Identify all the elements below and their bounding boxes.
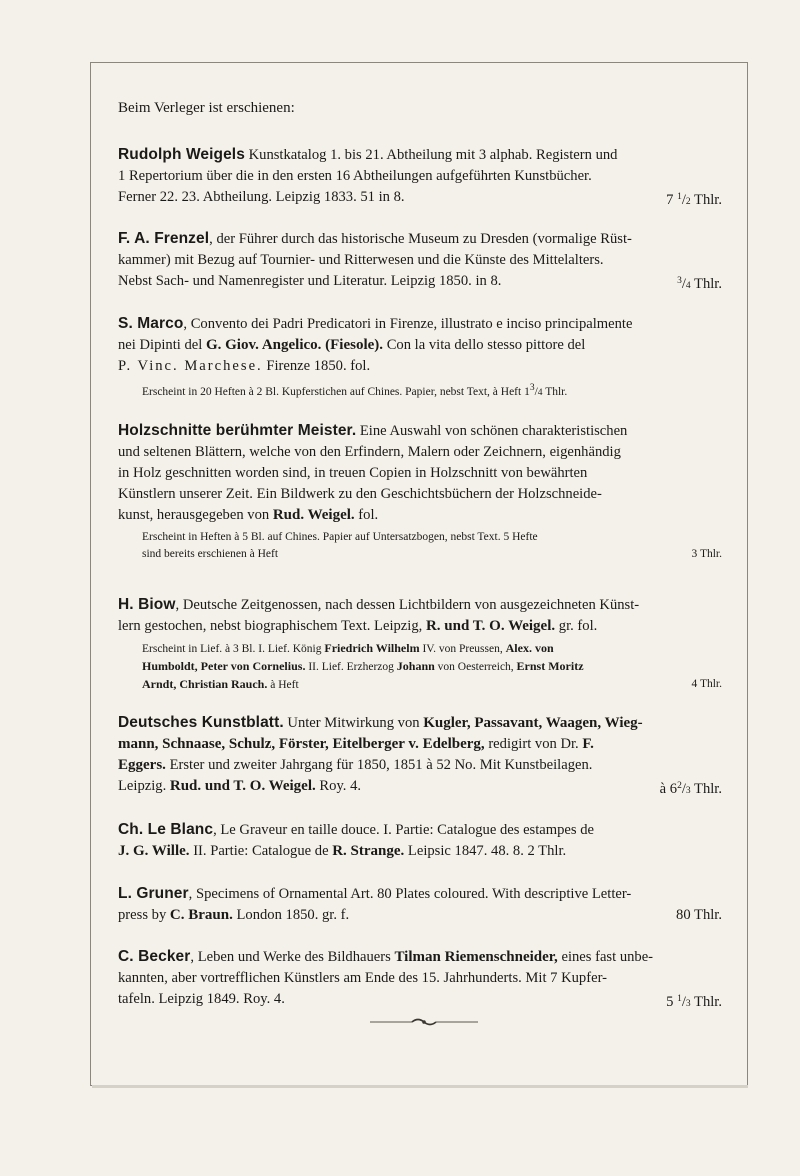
entry-text: Ferner 22. 23. Abtheilung. Leipzig 1833. 51 in 8.	[118, 189, 405, 205]
catalog-entry-le-blanc: Ch. Le Blanc, Le Graveur en taille douce. I. Partie: Catalogue des estampes de J. G. Wille. II. Partie: Catalogue de R. Strange. Leipsic 1847. 48. 8. 2 Thlr.	[118, 821, 594, 859]
entry-author: L. Gruner	[118, 885, 189, 902]
entry-price: 80 Thlr.	[676, 907, 722, 923]
entry-name-gothic: Tilman Riemenschneider,	[394, 949, 558, 965]
page-border-shadow	[92, 1085, 748, 1088]
entry-name-gothic: J. G. Wille.	[118, 843, 190, 859]
entry-author: Rudolph Weigels	[118, 146, 245, 163]
entry-price: 7 $^1$/2 Thlr.	[666, 192, 722, 208]
entry-price: 5 $^1$/3 Thlr.	[666, 994, 722, 1010]
entry-note: Erscheint in Heften à 5 Bl. auf Chines. Papier auf Untersatzbogen, nebst Text. 5 Hefte sind bereits erschienen à Heft 3 Thlr.	[142, 531, 722, 560]
entry-text: kammer) mit Bezug auf Tournier- und Ritterwesen und die Künste des Mittelalters.	[118, 252, 604, 268]
entry-text: und seltenen Blättern, welche von den Erfindern, Malern oder Zeichnern, eigenhändig	[118, 444, 621, 460]
entry-text: , Specimens of Ornamental Art. 80 Plates coloured. With descriptive Letter-	[188, 886, 632, 902]
entry-name-gothic: Kugler, Passavant, Waagen, Wieg-	[423, 715, 643, 731]
entry-text: tafeln. Leipzig 1849. Roy. 4.	[118, 991, 285, 1007]
catalog-entry-biow: H. Biow, Deutsche Zeitgenossen, nach dessen Lichtbildern von ausgezeichneten Künst- lern gestochen, nebst biographischem Text. Leipzig, R. und T. O. Weigel. gr. fol. Erscheint in Lief. à 3 Bl. I. Lief. König Friedrich Wilhelm IV. von Preussen, Alex. von Humboldt, Peter von Cornelius. II. Lief. Erzherzog Johann von Oesterreich, Ernst Moritz Arndt, Christian Rauch. à Heft 4 Thlr.	[118, 594, 722, 694]
entry-name-gothic: R. und T. O. Weigel.	[425, 618, 556, 634]
entry-author: H. Biow	[118, 596, 176, 613]
entry-text: , Convento dei Padri Predicatori in Firenze, illustrato e inciso principalmente	[183, 316, 633, 332]
entry-author: Holzschnitte berühmter Meister.	[118, 422, 357, 439]
entry-name-gothic: mann, Schnaase, Schulz, Förster, Eitelberger v. Edelberg,	[118, 736, 485, 752]
entry-author: C. Becker	[118, 948, 191, 965]
entry-name-gothic: Eggers.	[118, 757, 166, 773]
entry-name-gothic: G. Giov. Angelico. (Fiesole).	[205, 337, 384, 353]
entry-text: Künstlern unserer Zeit. Ein Bildwerk zu den Geschichtsbüchern der Holzschneide-	[118, 486, 602, 502]
catalog-entry-frenzel	[118, 228, 722, 297]
page-border-frame	[90, 62, 748, 1086]
entry-author: F. A. Frenzel	[118, 230, 210, 247]
ornament-divider-icon	[364, 1015, 484, 1029]
catalog-entry-deutsches-kunstblatt: Deutsches Kunstblatt. Unter Mitwirkung von Kugler, Passavant, Waagen, Wieg- mann, Schnaase, Schulz, Förster, Eitelberger v. Edelberg, redigirt von Dr. F. Eggers. Erster und zweiter Jahrgang für 1850, 1851 à 52 No. Mit Kunstbeilagen. Leipzig. Rud. und T. O. Weigel. Roy. 4. à $6^2/3$ Thlr.	[118, 712, 722, 802]
entry-text: , der Führer durch das historische Museum zu Dresden (vormalige Rüst-	[209, 231, 632, 247]
catalog-entry-s-marco: S. Marco, Convento dei Padri Predicatori in Firenze, illustrato e inciso principalmente nei Dipinti del G. Giov. Angelico. (Fiesole). Con la vita dello stesso pittore del P. Vinc. Marchese. Firenze 1850. fol. Erscheint in 20 Heften à 2 Bl. Kupferstichen auf Chines. Papier, nebst Text, à Heft $1^3/4$ Thlr.	[118, 313, 722, 402]
entry-name-gothic: Rud. Weigel.	[272, 507, 355, 523]
catalog-entry-becker: C. Becker, Leben und Werke des Bildhauers Tilman Riemenschneider, eines fast unbe- kannten, aber vortrefflichen Künstlers am Ende des 15. Jahrhunderts. Mit 7 Kupfer- tafeln. Leipzig 1849. Roy. 4. 5 $^1$/3 Thlr.	[118, 946, 722, 1015]
entry-text: Eine Auswahl von schönen charakteristischen	[356, 423, 628, 439]
entry-text: 1 Repertorium über die in den ersten 16 Abtheilungen aufgeführten Kunstbücher.	[118, 168, 592, 184]
entry-text: , Le Graveur en taille douce. I. Partie: Catalogue des estampes de	[213, 822, 594, 838]
entry-price: $^3$/4 Thlr.	[677, 276, 722, 292]
entry-note: Erscheint in Lief. à 3 Bl. I. Lief. König Friedrich Wilhelm IV. von Preussen, Alex. von Humboldt, Peter von Cornelius. II. Lief. Erzherzog Johann von Oesterreich, Ernst Moritz Arndt, Christian Rauch. à Heft 4 Thlr.	[142, 641, 722, 691]
entry-name-spaced: P. Vinc. Marchese.	[118, 358, 263, 374]
entry-price: à $6^2/3$ Thlr.	[659, 781, 722, 797]
page-header: Beim Verleger ist erschienen:	[118, 100, 295, 116]
entry-text: , Deutsche Zeitgenossen, nach dessen Lichtbildern von ausgezeichneten Künst-	[175, 597, 640, 613]
catalog-entry-holzschnitte: Holzschnitte berühmter Meister. Eine Auswahl von schönen charakteristischen und seltenen Blättern, welche von den Erfindern, Malern oder Zeichnern, eigenhändig in Holz geschnitten worden sind, in treuen Copien in Holzschnitt von bewährten Künstlern unserer Zeit. Ein Bildwerk zu den Geschichtsbüchern der Holzschneide- kunst, herausgegeben von Rud. Weigel. fol. Erscheint in Heften à 5 Bl. auf Chines. Papier auf Untersatzbogen, nebst Text. 5 Hefte sind bereits erschienen à Heft 3 Thlr.	[118, 420, 722, 563]
catalog-entry-weigel-kunstkatalog	[118, 144, 722, 213]
entry-text: Nebst Sach- und Namenregister und Literatur. Leipzig 1850. in 8.	[118, 273, 502, 289]
entry-note: Erscheint in 20 Heften à 2 Bl. Kupferstichen auf Chines. Papier, nebst Text, à Heft $1^3/4$ Thlr.	[142, 383, 568, 398]
catalog-entry-gruner: L. Gruner, Specimens of Ornamental Art. 80 Plates coloured. With descriptive Letter- press by C. Braun. London 1850. gr. f. 80 Thlr.	[118, 883, 722, 926]
entry-text: kannten, aber vortrefflichen Künstlers am Ende des 15. Jahrhunderts. Mit 7 Kupfer-	[118, 970, 607, 986]
entry-text: in Holz geschnitten worden sind, in treuen Copien in Holzschnitt von bewährten	[118, 465, 588, 481]
entry-author: S. Marco	[118, 315, 184, 332]
entry-text: Kunstkatalog 1. bis 21. Abtheilung mit 3 alphab. Registern und	[244, 147, 618, 163]
entry-author: Ch. Le Blanc	[118, 821, 214, 838]
entry-author: Deutsches Kunstblatt.	[118, 714, 284, 731]
